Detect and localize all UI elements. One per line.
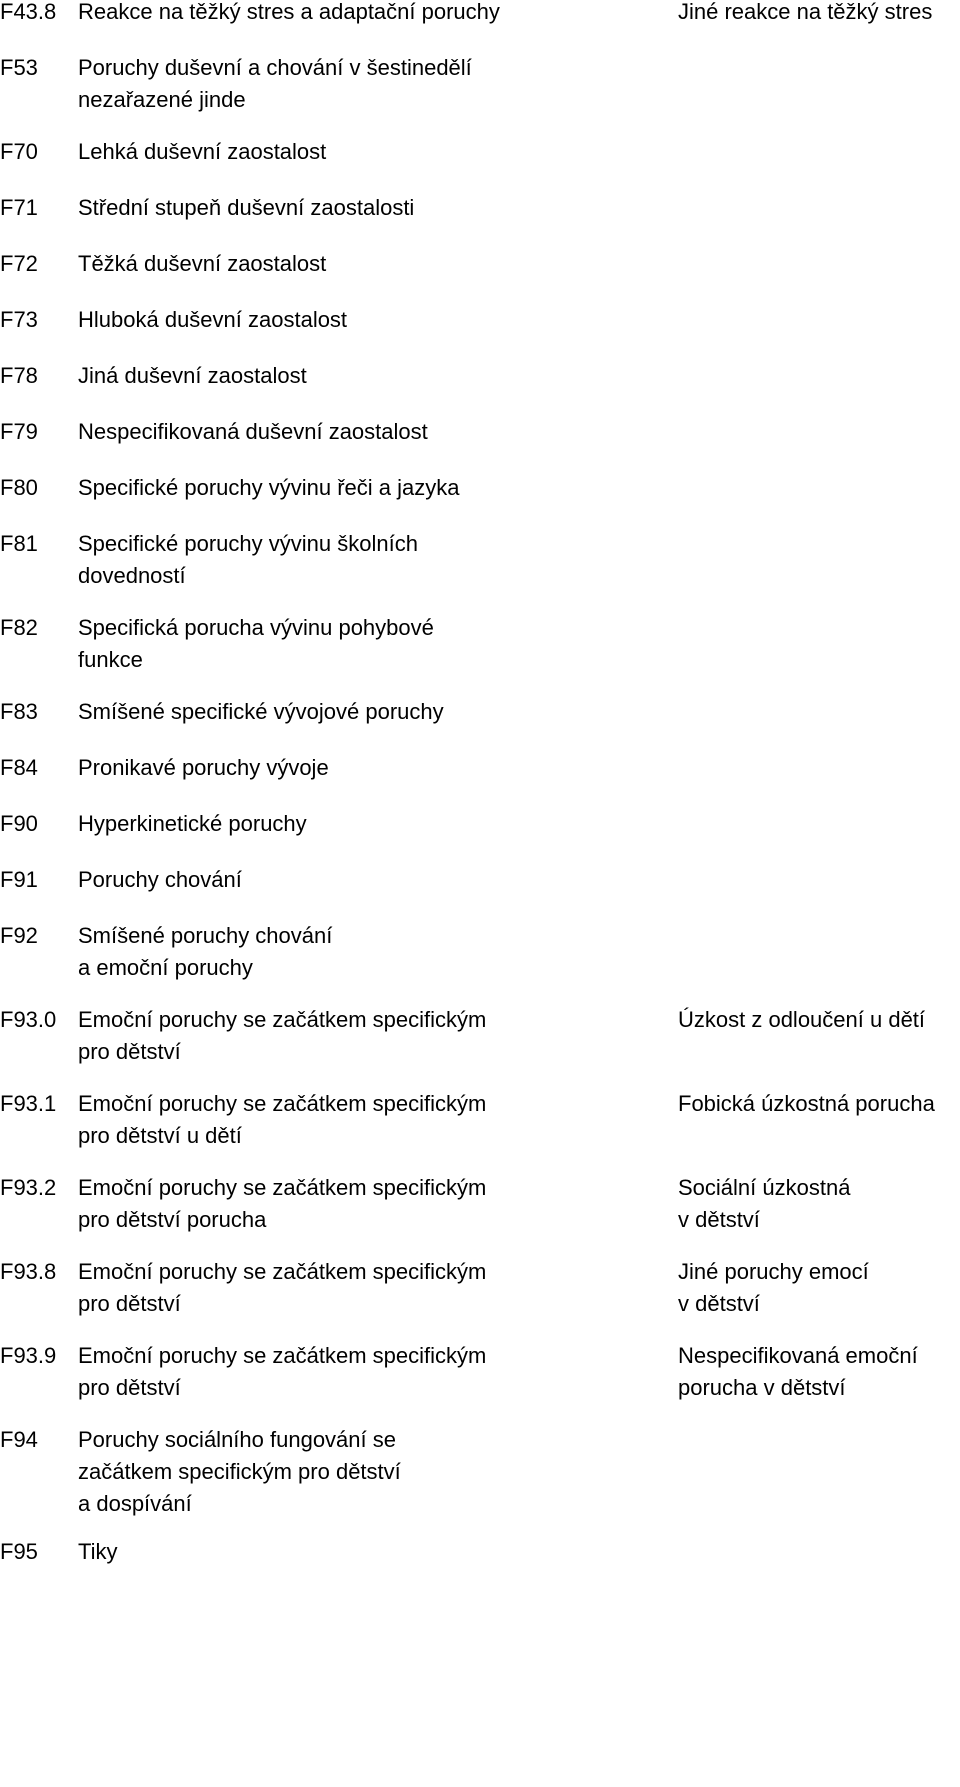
diagnosis-subtype <box>678 1172 960 1236</box>
subtype-line: v dětství <box>678 1291 760 1316</box>
description-line: pro dětství <box>78 1291 181 1316</box>
diagnosis-subtype <box>678 1256 960 1320</box>
diagnosis-description <box>78 920 558 984</box>
description-line: pro dětství <box>78 1039 181 1064</box>
description-line: Hyperkinetické poruchy <box>78 811 307 836</box>
diagnosis-description <box>78 248 558 280</box>
description-line: Smíšené specifické vývojové poruchy <box>78 699 444 724</box>
description-line: Poruchy chování <box>78 867 242 892</box>
diagnosis-code: F71 <box>0 195 38 220</box>
description-line: Poruchy duševní a chování v šestinedělí <box>78 55 472 80</box>
diagnosis-description <box>78 360 558 392</box>
description-line: Pronikavé poruchy vývoje <box>78 755 329 780</box>
description-line: Emoční poruchy se začátkem specifickým <box>78 1091 487 1116</box>
description-line: Specifické poruchy vývinu řeči a jazyka <box>78 475 460 500</box>
diagnosis-description <box>78 612 558 676</box>
diagnosis-description <box>78 136 558 168</box>
description-line: Smíšené poruchy chování <box>78 923 333 948</box>
diagnosis-code: F78 <box>0 363 38 388</box>
subtype-line: porucha v dětství <box>678 1375 846 1400</box>
diagnosis-code: F70 <box>0 139 38 164</box>
subtype-line: Nespecifikovaná emoční <box>678 1343 918 1368</box>
description-line: Střední stupeň duševní zaostalosti <box>78 195 415 220</box>
diagnosis-code: F79 <box>0 419 38 444</box>
diagnosis-code: F91 <box>0 867 38 892</box>
diagnosis-code: F93.9 <box>0 1343 57 1368</box>
diagnosis-code: F94 <box>0 1427 38 1452</box>
description-line: pro dětství porucha <box>78 1207 267 1232</box>
description-line: Specifické poruchy vývinu školních <box>78 531 418 556</box>
subtype-line: Sociální úzkostná <box>678 1175 851 1200</box>
diagnosis-code: F84 <box>0 755 38 780</box>
diagnosis-code: F93.2 <box>0 1175 57 1200</box>
subtype-line: Úzkost z odloučení u dětí <box>678 1007 926 1032</box>
diagnosis-code: F53 <box>0 55 38 80</box>
subtype-line: Jiné poruchy emocí <box>678 1259 869 1284</box>
description-line: začátkem specifickým pro dětství <box>78 1459 401 1484</box>
diagnosis-description <box>78 1172 558 1236</box>
description-line: a dospívání <box>78 1491 192 1516</box>
diagnosis-code: F93.8 <box>0 1259 57 1284</box>
description-line: Specifická porucha vývinu pohybové <box>78 615 434 640</box>
subtype-line: Fobická úzkostná porucha <box>678 1091 935 1116</box>
diagnosis-description <box>78 472 558 504</box>
diagnosis-description <box>78 1088 558 1152</box>
description-line: Těžká duševní zaostalost <box>78 251 327 276</box>
description-line: nezařazené jinde <box>78 87 246 112</box>
diagnosis-subtype <box>678 0 960 28</box>
description-line: Emoční poruchy se začátkem specifickým <box>78 1175 487 1200</box>
subtype-line: Jiné reakce na těžký stres <box>678 0 933 24</box>
diagnosis-subtype <box>678 1004 960 1036</box>
diagnosis-description <box>78 1536 558 1568</box>
diagnosis-description <box>78 696 558 728</box>
description-line: Poruchy sociálního fungování se <box>78 1427 396 1452</box>
diagnosis-description <box>78 52 558 116</box>
description-line: Reakce na těžký stres a adaptační poruchy <box>78 0 500 24</box>
diagnosis-code: F93.0 <box>0 1007 57 1032</box>
diagnosis-description <box>78 304 558 336</box>
diagnosis-description <box>78 1256 558 1320</box>
diagnosis-description <box>78 192 558 224</box>
diagnosis-code: F90 <box>0 811 38 836</box>
description-line: Emoční poruchy se začátkem specifickým <box>78 1259 487 1284</box>
description-line: Nespecifikovaná duševní zaostalost <box>78 419 428 444</box>
description-line: dovedností <box>78 563 186 588</box>
diagnosis-description <box>78 1340 558 1404</box>
diagnosis-description <box>78 528 558 592</box>
description-line: Lehká duševní zaostalost <box>78 139 327 164</box>
diagnosis-description <box>78 416 558 448</box>
diagnosis-code: F81 <box>0 531 38 556</box>
subtype-line: v dětství <box>678 1207 760 1232</box>
diagnosis-description <box>78 752 558 784</box>
diagnosis-code: F43.8 <box>0 0 57 24</box>
diagnosis-description <box>78 864 558 896</box>
diagnosis-description <box>78 808 558 840</box>
diagnosis-code: F82 <box>0 615 38 640</box>
diagnosis-description <box>78 1424 558 1520</box>
diagnosis-subtype <box>678 1340 960 1404</box>
description-line: funkce <box>78 647 143 672</box>
diagnosis-code: F80 <box>0 475 38 500</box>
diagnosis-subtype <box>678 1088 960 1120</box>
diagnosis-description <box>78 0 558 28</box>
description-line: Emoční poruchy se začátkem specifickým <box>78 1343 487 1368</box>
diagnosis-code: F73 <box>0 307 38 332</box>
diagnosis-code: F93.1 <box>0 1091 57 1116</box>
diagnosis-code: F72 <box>0 251 38 276</box>
description-line: Tiky <box>78 1539 118 1564</box>
description-line: pro dětství u dětí <box>78 1123 242 1148</box>
description-line: a emoční poruchy <box>78 955 253 980</box>
diagnosis-code: F95 <box>0 1539 38 1564</box>
diagnosis-code: F92 <box>0 923 38 948</box>
diagnosis-description <box>78 1004 558 1068</box>
description-line: pro dětství <box>78 1375 181 1400</box>
description-line: Jiná duševní zaostalost <box>78 363 307 388</box>
description-line: Hluboká duševní zaostalost <box>78 307 348 332</box>
diagnosis-code: F83 <box>0 699 38 724</box>
description-line: Emoční poruchy se začátkem specifickým <box>78 1007 487 1032</box>
